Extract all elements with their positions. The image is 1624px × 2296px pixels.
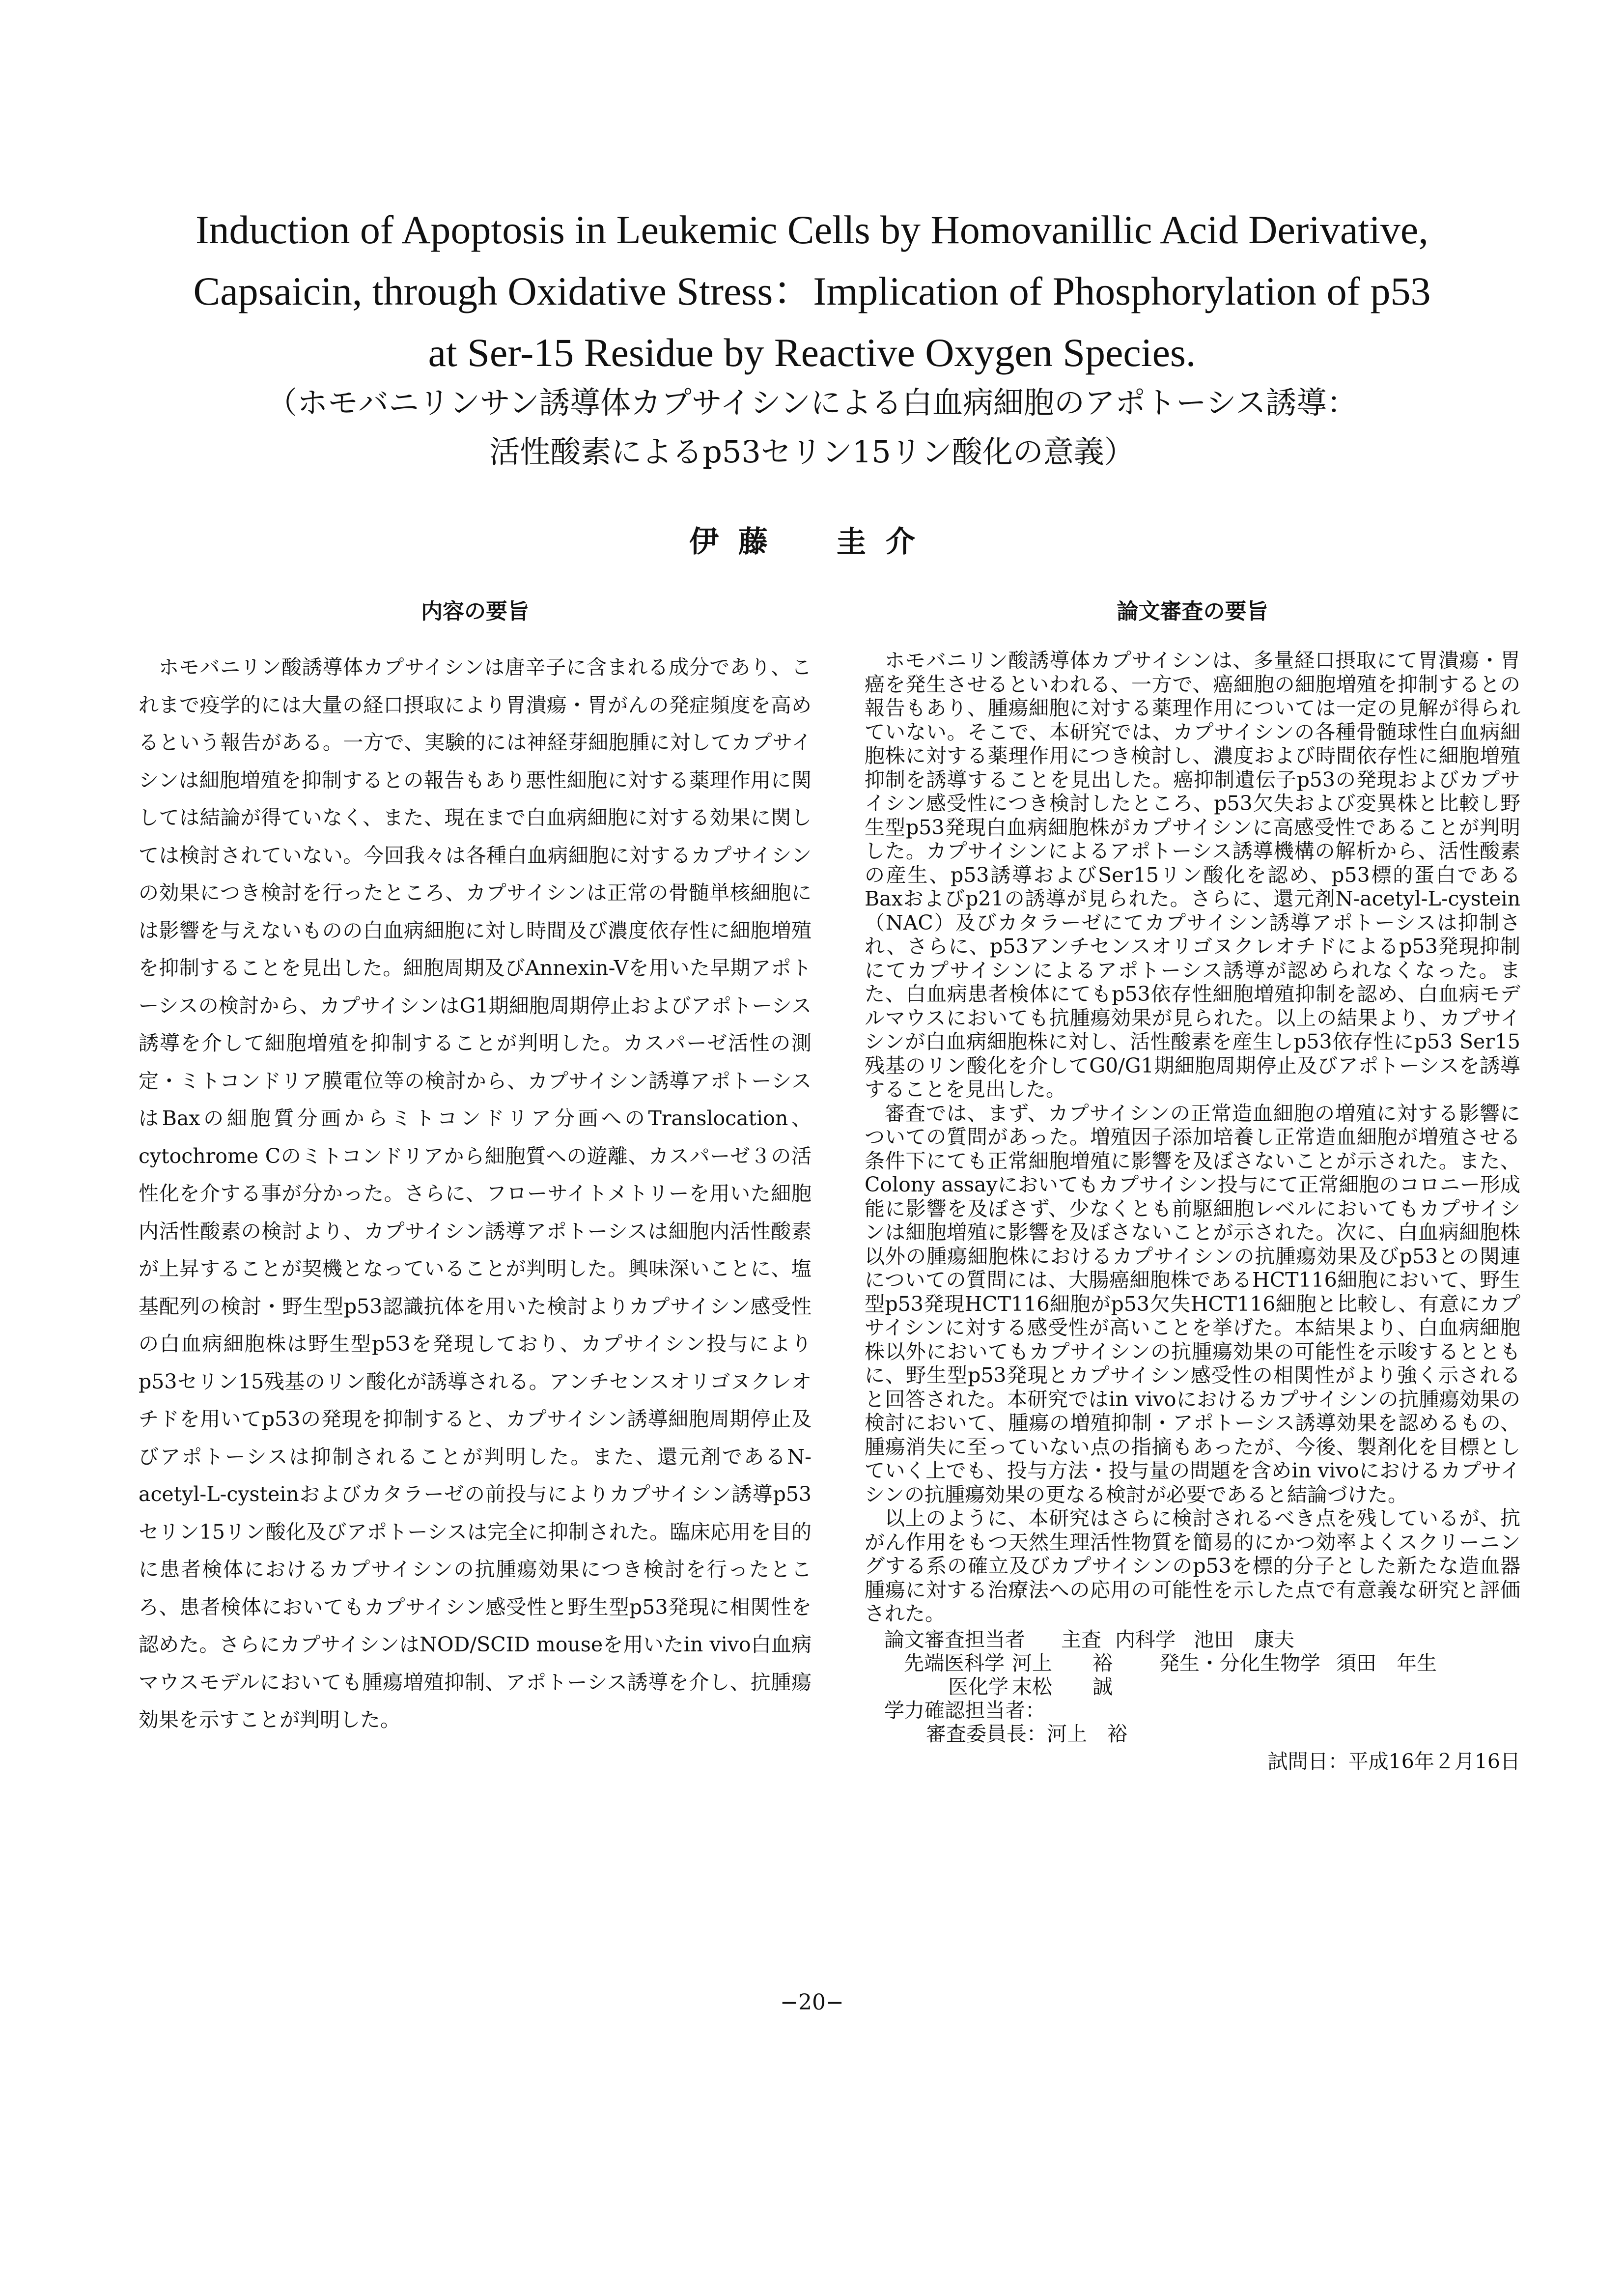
summary-heading: 内容の要旨 [421,599,529,624]
summary-column [139,597,812,1739]
japanese-title [128,378,1496,477]
committee-chief-dept: 内科学 [1115,1627,1176,1651]
page-number: −20− [780,1990,844,2015]
academic-check-line [865,1699,1520,1722]
english-title-line-2: Capsaicin, through Oxidative Stress：Implication of Phosphorylation of p53 [193,269,1431,313]
committee-chief-line [865,1628,1520,1651]
japanese-title-line-1: （ホモバニリンサン誘導体カプサイシンによる白血病細胞のアポトーシス誘導： [267,385,1357,421]
committee-members-line [865,1675,1520,1699]
committee-chief-name: 池田 康夫 [1194,1627,1294,1651]
committee-members-line [865,1651,1520,1675]
committee-chair-name: 河上 裕 [1047,1722,1127,1746]
japanese-title-line-2: 活性酸素によるp53セリン15リン酸化の意義） [489,434,1135,470]
committee-member-dept: 発生・分化生物学 [1159,1651,1320,1675]
review-paragraph-3: 以上のように、本研究はさらに検討されるべき点を残しているが、抗がん作用をもつ天然生理活性物質を簡易的にかつ効率よくスクリーニングする系の確立及びカプサイシンのp53を標的分子とした新たな造血器腫瘍に対する治療法への応用の可能性を示した点で有意義な研究と評価された。 [865,1506,1520,1625]
committee-member-name: 末松 誠 [1012,1674,1113,1699]
exam-date: 試問日：平成16年２月16日 [1267,1749,1520,1773]
committee-member-dept: 医化学 [948,1674,1008,1699]
summary-text: ホモバニリン酸誘導体カプサイシンは唐辛子に含まれる成分であり、これまで疫学的には大量の経口摂取により胃潰瘍・胃がんの発症頻度を高めるという報告がある。一方で、実験的には神経芽細胞腫に対してカプサイシンは細胞増殖を抑制するとの報告もあり悪性細胞に対する薬理作用に関しては結論が得ていなく、また、現在まで白血病細胞に対する効果に関しては検討されていない。今回我々は各種白血病細胞に対するカプサイシンの効果につき検討を行ったところ、カプサイシンは正常の骨髄単核細胞には影響を与えないものの白血病細胞に対し時間及び濃度依存性に細胞増殖を抑制することを見出した。細胞周期及びAnnexin-Vを用いた早期アポトーシスの検討から、カプサイシンはG1期細胞周期停止およびアポトーシス誘導を介して細胞増殖を抑制することが判明した。カスパーゼ活性の測定・ミトコンドリア膜電位等の検討から、カプサイシン誘導アポトーシスはBaxの細胞質分画からミトコンドリア分画へのTranslocation、cytochrome Cのミトコンドリアから細胞質への遊離、カスパーゼ３の活性化を介する事が分かった。さらに、フローサイトメトリーを用いた細胞内活性酸素の検討より、カプサイシン誘導アポトーシスは細胞内活性酸素が上昇することが契機となっていることが判明した。興味深いことに、塩基配列の検討・野生型p53認識抗体を用いた検討よりカプサイシン感受性の白血病細胞株は野生型p53を発現しており、カプサイシン投与によりp53セリン15残基のリン酸化が誘導される。アンチセンスオリゴヌクレオチドを用いてp53の発現を抑制すると、カプサイシン誘導細胞周期停止及びアポトーシスは抑制されることが判明した。また、還元剤であるN-acetyl-L-cysteinおよびカタラーゼの前投与によりカプサイシン誘導p53セリン15リン酸化及びアポトーシスは完全に抑制された。臨床応用を目的に患者検体におけるカプサイシンの抗腫瘍効果につき検討を行ったところ、患者検体においてもカプサイシン感受性と野生型p53発現に相関性を認めた。さらにカプサイシンはNOD/SCID mouseを用いたin vivo白血病マウスモデルにおいても腫瘍増殖抑制、アポトーシス誘導を介し、抗腫瘍効果を示すことが判明した。 [139,655,812,1731]
english-title-line-3: at Ser-15 Residue by Reactive Oxygen Species. [428,330,1196,375]
committee-member-name: 河上 裕 [1012,1651,1113,1675]
committee-chair-line [865,1722,1520,1746]
review-heading: 論文審査の要旨 [1117,599,1268,624]
academic-check-label: 学力確認担当者： [884,1698,1045,1722]
review-paragraph-1: ホモバニリン酸誘導体カプサイシンは、多量経口摂取にて胃潰瘍・胃癌を発生させるといわれる、一方で、癌細胞の細胞増殖を抑制するとの報告もあり、腫瘍細胞に対する薬理作用については一定の見解が得られていない。そこで、本研究では、カプサイシンの各種骨髄球性白血病細胞株に対する薬理作用につき検討し、濃度および時間依存性に細胞増殖抑制を誘導することを見出した。癌抑制遺伝子p53の発現およびカプサイシン感受性につき検討したところ、p53欠失および変異株と比較し野生型p53発現白血病細胞株がカプサイシンに高感受性であることが判明した。カプサイシンによるアポトーシス誘導機構の解析から、活性酸素の産生、p53誘導およびSer15リン酸化を認め、p53標的蛋白であるBaxおよびp21の誘導が見られた。さらに、還元剤N-acetyl-L-cystein（NAC）及びカタラーゼにてカプサイシン誘導アポトーシスは抑制され、さらに、p53アンチセンスオリゴヌクレオチドによるp53発現抑制にてカプサイシンによるアポトーシス誘導が認められなくなった。また、白血病患者検体にてもp53依存性細胞増殖抑制を認め、白血病モデルマウスにおいても抗腫瘍効果が見られた。以上の結果より、カプサイシンが白血病細胞株に対し、活性酸素を産生しp53依存性にp53 Ser15残基のリン酸化を介してG0/G1期細胞周期停止及びアポトーシスを誘導することを見出した。 [865,649,1520,1101]
author-name: 伊藤 圭介 [689,525,935,559]
committee-chief-role: 主査 [1061,1627,1101,1651]
committee-member-dept: 先端医科学 [904,1651,1005,1675]
committee-label: 論文審査担当者 [884,1627,1025,1651]
review-committee [865,1628,1520,1746]
review-column [865,597,1520,1773]
review-paragraph-2: 審査では、まず、カプサイシンの正常造血細胞の増殖に対する影響についての質問があった。増殖因子添加培養し正常造血細胞が増殖させる条件下にても正常細胞増殖に影響を及ぼさないことが示された。また、Colony assayにおいてもカプサイシン投与にて正常細胞のコロニー形成能に影響を及ぼさず、少なくとも前駆細胞レベルにおいてもカプサイシンは細胞増殖に影響を及ぼさないことが示された。次に、白血病細胞株以外の腫瘍細胞株におけるカプサイシンの抗腫瘍効果及びp53との関連についての質問には、大腸癌細胞株であるHCT116細胞において、野生型p53発現HCT116細胞がp53欠失HCT116細胞と比較し、有意にカプサイシンに対する感受性が高いことを挙げた。本結果より、白血病細胞株以外においてもカプサイシンの抗腫瘍効果の可能性を示唆するとともに、野生型p53発現とカプサイシン感受性の相関性がより強く示されると回答された。本研究ではin vivoにおけるカプサイシンの抗腫瘍効果の検討において、腫瘍の増殖抑制・アポトーシス誘導効果を認めるもの、腫瘍消失に至っていない点の指摘もあったが、今後、製剤化を目標としていく上でも、投与方法・投与量の問題を含めin vivoにおけるカプサイシンの抗腫瘍効果の更なる検討が必要であると結論づけた。 [865,1101,1520,1506]
committee-chair-label: 審査委員長： [926,1722,1047,1746]
english-title-line-1: Induction of Apoptosis in Leukemic Cells by Homovanillic Acid Derivative, [196,207,1428,252]
committee-member-name: 須田 年生 [1336,1651,1437,1675]
english-title [128,199,1496,383]
